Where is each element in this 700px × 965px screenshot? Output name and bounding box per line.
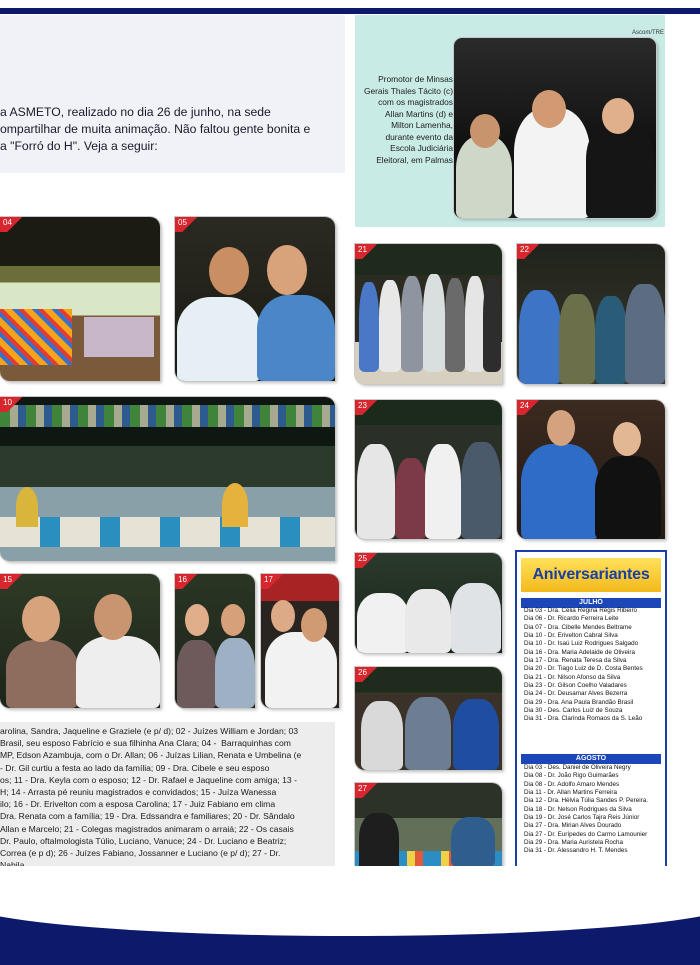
legend-line: os; 11 - Dra. Keyla com o esposo; 12 - Dr. Rafael e Jaqueline com amiga; 13 - (0, 774, 297, 785)
flower-centerpiece (222, 483, 248, 527)
birthday-entry: Dia 23 - Dr. Gilson Coelho Valadares (524, 682, 627, 690)
caption-legend (0, 725, 335, 871)
person (395, 458, 427, 539)
photo-04 (0, 217, 160, 381)
face (94, 594, 132, 640)
person (519, 290, 561, 384)
legend-line: Dr. Paulo, oftalmologista Túlio, Luciano, Vanuce; 24 - Dr. Luciano e Beatriz; (0, 835, 287, 846)
person (453, 699, 499, 770)
face (185, 604, 209, 636)
birthday-entry: Dia 17 - Dra. Renata Teresa da Silva (524, 657, 627, 665)
photo-15 (0, 574, 160, 708)
birthday-entry: Dia 08 - Dr. Adolfo Amaro Mendes (524, 780, 620, 788)
birthday-entry: Dia 24 - Dr. Deusamar Alves Bezerra (524, 690, 628, 698)
face (301, 608, 327, 642)
photo-16 (175, 574, 255, 708)
person (379, 280, 401, 372)
decorated-stall (0, 309, 72, 365)
person (425, 444, 461, 539)
person (76, 636, 160, 708)
july-birthdays-list (524, 607, 662, 724)
photo-number-badge: 23 (355, 400, 377, 415)
intro-text (0, 104, 345, 155)
face (532, 90, 566, 128)
person (405, 697, 451, 770)
photo-number-badge: 27 (355, 783, 377, 798)
featured-photo-caption: Promotor de Minsas Gerais Thales Tácito (c) com os magistrados Allan Martins (d) e Milton Lamenha, durante evento da Escola Judiciária Eleitoral, em Palmas (363, 74, 453, 165)
intro-line: a "Forró do H". Veja a seguir: (0, 139, 158, 153)
person (456, 136, 512, 218)
person (6, 640, 78, 708)
photo-number-badge: 22 (517, 244, 539, 259)
birthday-entry: Dia 20 - Dr. Tiago Luiz de D. Costa Bentes (524, 665, 643, 673)
birthday-entry: Dia 03 - Dra. Célia Regina Régis Ribeiro (524, 607, 638, 614)
stall-table (84, 317, 154, 357)
month-header-july: JULHO (521, 598, 661, 608)
person (177, 640, 217, 708)
page-number: 7 (651, 884, 665, 911)
birthday-entry: Dia 10 - Dr. Isaú Luiz Rodrigues Salgado (524, 640, 639, 648)
birthday-entry: Dia 30 - Des. Carlos Luiz de Souza (524, 707, 623, 715)
legend-line: Dra. Renata com a família; 19 - Dra. Edssandra e familiares; 20 - Dr. Sândalo (0, 811, 295, 822)
legend-line: Correa (e p d); 26 - Juízes Fabiano, Jossanner e Luciano (e p/ d); 27 - Dr. (0, 848, 281, 859)
face (547, 410, 575, 446)
person (401, 276, 423, 372)
birthday-entry: Dia 27 - Dra. Mirian Alves Dourado (524, 822, 622, 830)
photo-number-badge: 21 (355, 244, 377, 259)
face (613, 422, 641, 456)
face (209, 247, 249, 295)
legend-line: Brasil, seu esposo Fabrício e sua filhinha Ana Clara; 04 - Barraquinhas com (0, 738, 291, 749)
birthday-entry: Dia 31 - Dra. Clarinda Romaos da S. Leão (524, 715, 643, 723)
birthday-entry: Dia 18 - Dr. Nelson Rodrigues da Silva (524, 805, 632, 813)
face (271, 600, 295, 632)
birthday-entry: Dia 11 - Dr. Allan Martins Ferreira (524, 789, 617, 797)
photo-number-badge: 24 (517, 400, 539, 415)
intro-line: ompartilhar de muita animação. Não faltou gente bonita e (0, 122, 311, 136)
birthday-entry: Dia 07 - Dra. Cibelle Mendes Beltrame (524, 623, 632, 631)
face (470, 114, 500, 148)
legend-line: - Dr. Gil curtiu a festa ao lado da família; 09 - Dra. Cibele e seu esposo (0, 762, 270, 773)
person (359, 282, 379, 372)
person (625, 284, 665, 384)
birthday-entry: Dia 29 - Dra. Maria Auristela Rocha (524, 839, 624, 847)
birthday-entry: Dia 21 - Dr. Nilson Afonso da Silva (524, 673, 621, 681)
photo-credit: Ascom/TRE (632, 30, 665, 36)
photo-23 (355, 400, 502, 539)
person (559, 294, 595, 384)
photo-number-badge: 26 (355, 667, 377, 682)
footer-curve (0, 866, 700, 936)
birthday-entry: Dia 08 - Dr. João Rigo Guimarães (524, 772, 619, 780)
person (215, 638, 255, 708)
face (22, 596, 60, 642)
person (265, 632, 337, 708)
photo-number-badge: 25 (355, 553, 377, 568)
legend-line: Allan e Marcelo; 21 - Colegas magistrados animaram o arraiá; 22 - Os casais (0, 823, 294, 834)
tables (0, 517, 335, 547)
birthday-entry: Dia 06 - Dr. Ricardo Ferreira Leite (524, 615, 619, 623)
person (405, 589, 451, 653)
person (357, 444, 395, 539)
person (465, 276, 485, 372)
photo-26 (355, 667, 502, 770)
face (267, 245, 307, 295)
month-header-august: AGOSTO (521, 754, 661, 764)
photo-25 (355, 553, 502, 653)
featured-photo (454, 38, 656, 218)
person (357, 593, 409, 653)
legend-line: ilo; 16 - Dr. Erivelton com a esposa Carolina; 17 - Juiz Fabiano em clima (0, 799, 276, 810)
photo-number-badge: 04 (0, 217, 22, 232)
legend-line: arolina, Sandra, Jaqueline e Graziele (e p/ d); 02 - Juízes William e Jordan; 03 (0, 726, 299, 736)
person (451, 817, 495, 867)
photo-24 (517, 400, 665, 539)
birthday-entry: Dia 16 - Dra. Maria Adelaide de Oliveira (524, 648, 635, 656)
photo-number-badge: 16 (175, 574, 197, 589)
birthday-entry: Dia 12 - Dra. Hélvia Túlia Sandes P. Pereira. (524, 797, 649, 805)
birthday-entry: Dia 27 - Dr. Eurípedes do Carmo Lamounier (524, 830, 648, 838)
legend-line: H; 14 - Arrasta pé reuniu magistrados e convidados; 15 - Juíza Wanessa (0, 787, 277, 798)
august-birthdays-list (524, 764, 662, 856)
legend-line: MP, Edson Azambuja, com o Dr. Allan; 06 - Juízas Lilian, Renata e Umbelina (e (0, 750, 302, 761)
person (595, 296, 627, 384)
photo-number-badge: 05 (175, 217, 197, 232)
person (586, 120, 654, 218)
birthday-entry: Dia 03 - Des. Daniel de Oliveira Negry (524, 764, 631, 771)
photo-10 (0, 397, 335, 561)
person (445, 278, 465, 372)
photo-number-badge: 17 (261, 574, 283, 589)
person (595, 456, 661, 539)
person (461, 442, 501, 539)
person (177, 297, 261, 381)
photo-17 (261, 574, 339, 708)
birthdays-title: Aniversariantes (521, 558, 661, 592)
festival-flags (0, 405, 335, 427)
face (602, 98, 634, 134)
person (451, 583, 501, 653)
photo-number-badge: 10 (0, 397, 22, 412)
birthday-entry: Dia 29 - Dra. Ana Paula Brandão Brasil (524, 698, 634, 706)
photo-05 (175, 217, 335, 381)
birthday-entry: Dia 19 - Dr. José Carlos Tajra Reis Júnior (524, 814, 640, 822)
flower-centerpiece (16, 487, 38, 527)
photo-22 (517, 244, 665, 384)
photo-21 (355, 244, 502, 384)
person (359, 813, 399, 873)
person (257, 295, 335, 381)
birthday-entry: Dia 10 - Dr. Erivelton Cabral Silva (524, 632, 618, 640)
person (521, 444, 599, 539)
photo-number-badge: 15 (0, 574, 22, 589)
top-bar (0, 8, 700, 14)
intro-line: a ASMETO, realizado no dia 26 de junho, na sede (0, 105, 271, 119)
face (221, 604, 245, 636)
person (361, 701, 403, 770)
person (483, 278, 501, 372)
person (423, 274, 445, 372)
birthday-entry: Dia 31 - Dr. Alessandro H. T. Mendes (524, 847, 628, 855)
